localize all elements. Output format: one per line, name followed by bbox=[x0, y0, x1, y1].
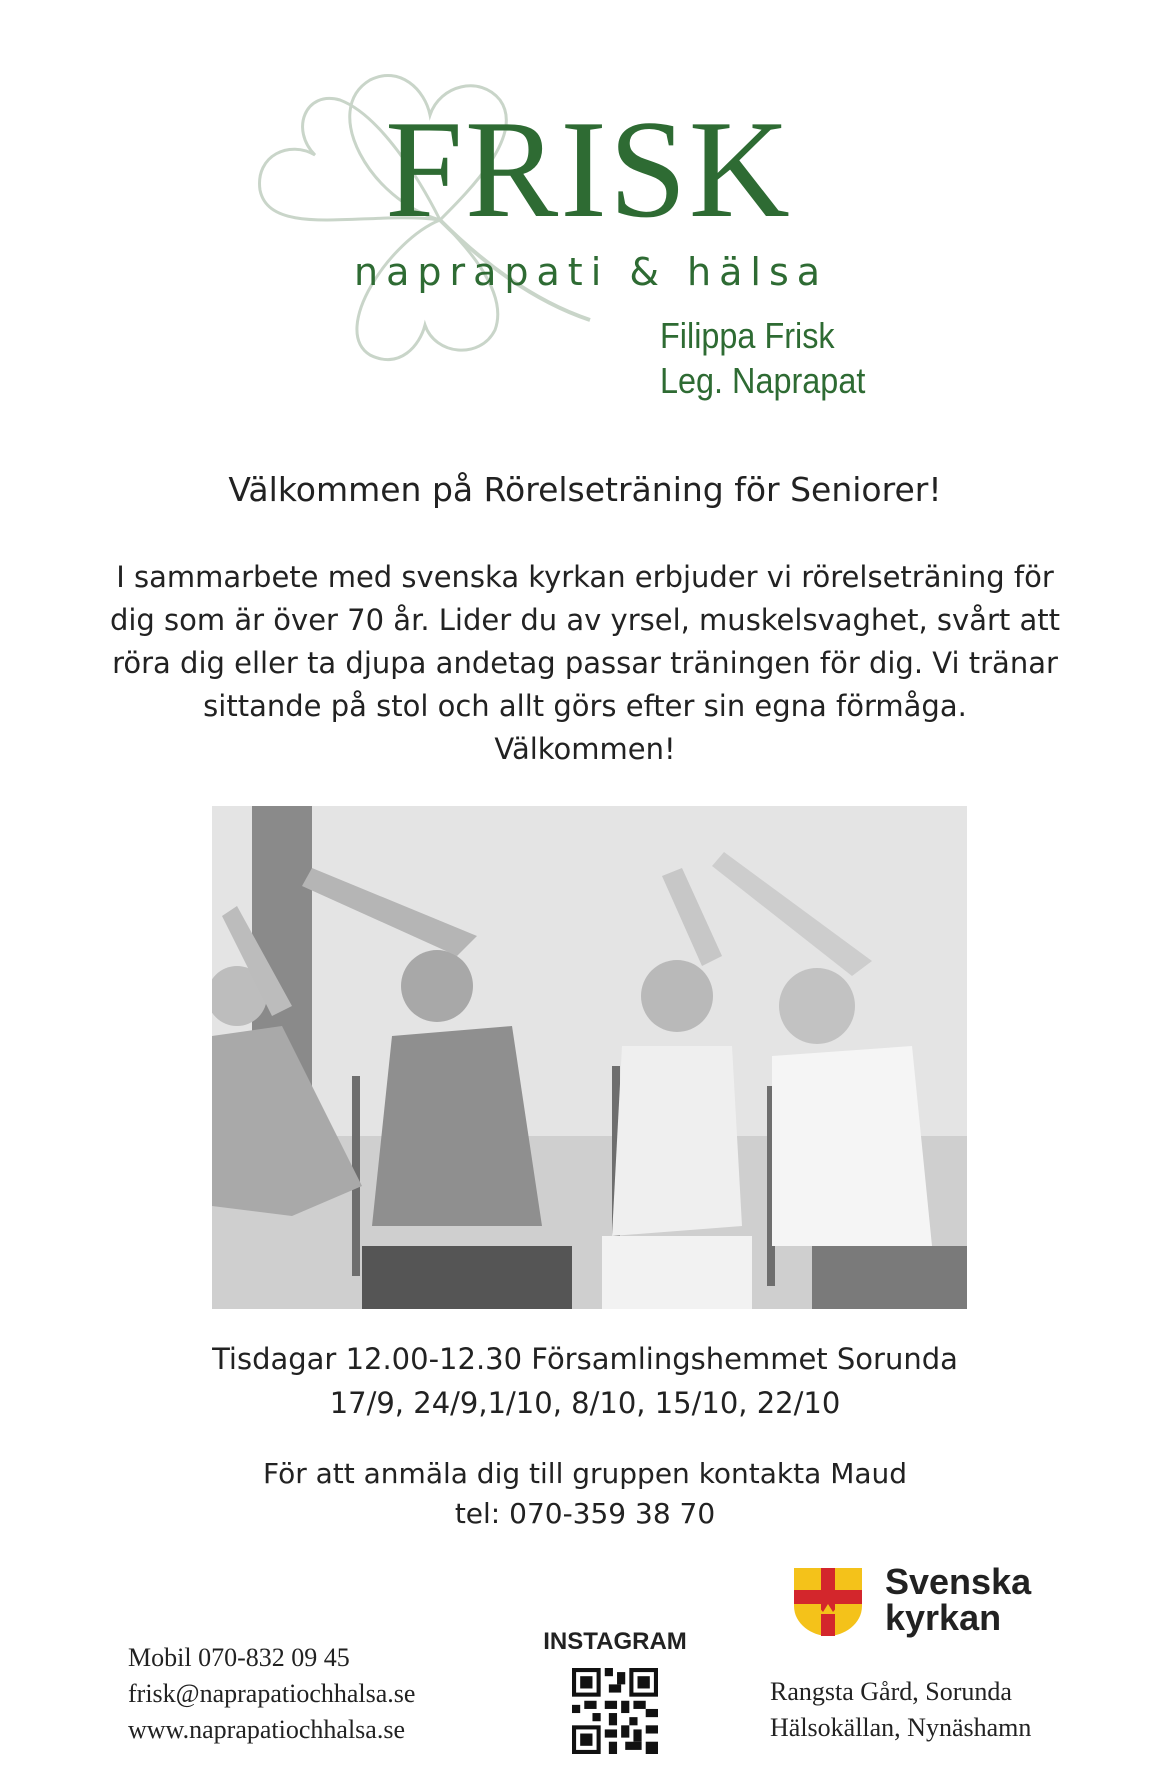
contact-website[interactable]: www.naprapatiochhalsa.se bbox=[128, 1715, 405, 1744]
signup-phone: tel: 070-359 38 70 bbox=[454, 1497, 716, 1530]
church-name bbox=[885, 1561, 1032, 1638]
intro-line: Välkommen! bbox=[494, 732, 676, 766]
practitioner-title: Leg. Naprapat bbox=[660, 360, 866, 401]
church-name-line: Svenska bbox=[885, 1561, 1032, 1602]
location-line: Rangsta Gård, Sorunda bbox=[770, 1677, 1012, 1706]
contact-email[interactable]: frisk@naprapatiochhalsa.se bbox=[128, 1679, 416, 1708]
contact-mobile: Mobil 070-832 09 45 bbox=[128, 1643, 350, 1672]
brand-tagline: naprapati & hälsa bbox=[354, 250, 829, 294]
contact-block bbox=[128, 1640, 415, 1748]
qr-code-icon[interactable] bbox=[572, 1668, 658, 1754]
schedule-dates: 17/9, 24/9,1/10, 8/10, 15/10, 22/10 bbox=[329, 1386, 841, 1420]
schedule-line: Tisdagar 12.00-12.30 Församlingshemmet Sorunda bbox=[212, 1342, 958, 1376]
headline: Välkommen på Rörelseträning för Seniorer! bbox=[228, 470, 942, 509]
intro-line: sittande på stol och allt görs efter sin egna förmåga. bbox=[203, 689, 967, 723]
practitioner-name: Filippa Frisk bbox=[660, 315, 835, 356]
locations-block bbox=[770, 1674, 1031, 1746]
intro-line: röra dig eller ta djupa andetag passar träningen för dig. Vi tränar bbox=[112, 646, 1058, 680]
brand-logo bbox=[250, 60, 890, 420]
brand-name: FRISK bbox=[385, 92, 792, 247]
instagram-label: INSTAGRAM bbox=[543, 1628, 687, 1655]
church-name-line: kyrkan bbox=[885, 1597, 1002, 1638]
svenska-kyrkan-logo-icon bbox=[792, 1566, 864, 1638]
intro-line: dig som är över 70 år. Lider du av yrsel, muskelsvaghet, svårt att bbox=[109, 603, 1061, 637]
intro-line: I sammarbete med svenska kyrkan erbjuder vi rörelseträning för bbox=[116, 560, 1054, 594]
location-line: Hälsokällan, Nynäshamn bbox=[770, 1713, 1032, 1742]
photo-illustration bbox=[212, 806, 967, 1309]
seniors-stretching-photo bbox=[212, 806, 967, 1309]
signup-line: För att anmäla dig till gruppen kontakta Maud bbox=[262, 1457, 908, 1490]
intro-paragraph bbox=[90, 556, 1080, 771]
